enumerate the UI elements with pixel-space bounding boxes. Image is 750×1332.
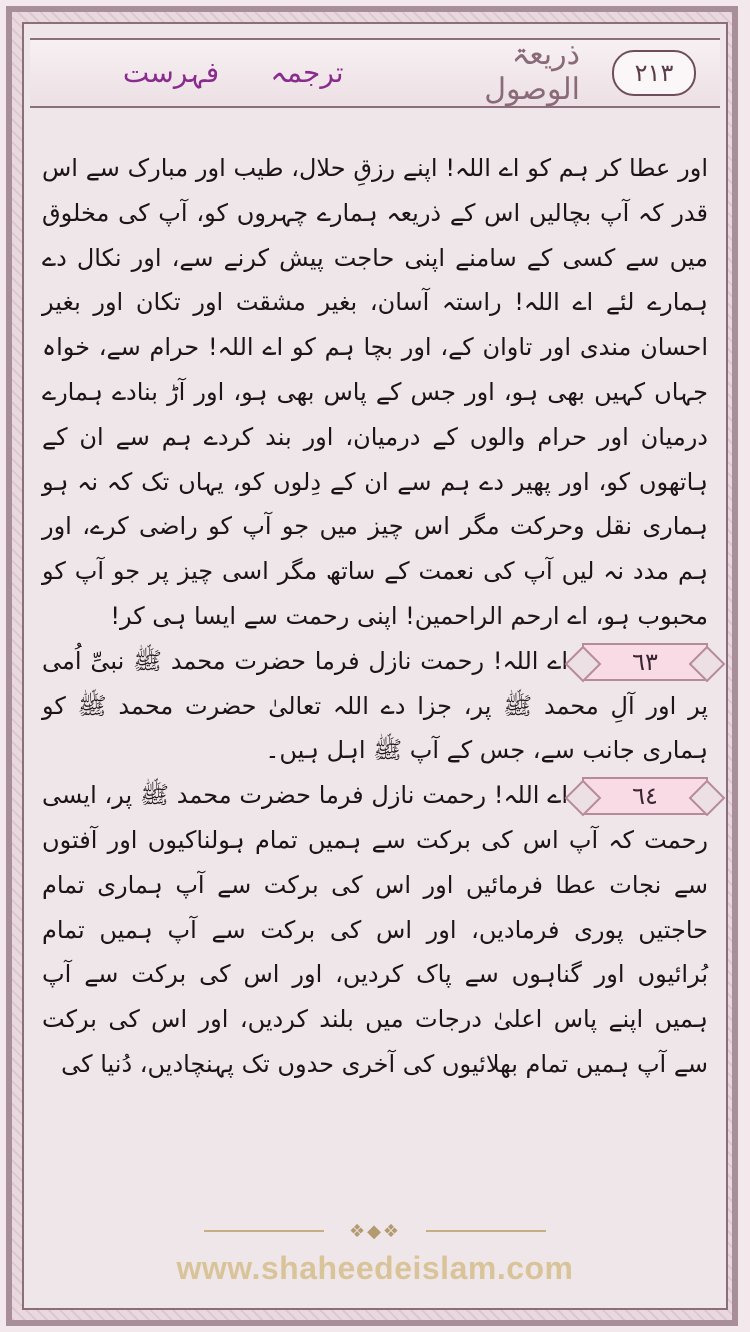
- page-number: ۲۱۳: [612, 50, 696, 96]
- page-content: [42, 146, 708, 1196]
- footer-ornament: [300, 1219, 450, 1243]
- ornament-line-left: [204, 1230, 324, 1232]
- verse-number-badge: ٦٣: [582, 643, 708, 681]
- verse-64: [42, 773, 708, 1087]
- website-url[interactable]: www.shaheedeislam.com: [176, 1249, 574, 1286]
- verse-63: [42, 639, 708, 773]
- verse-63-text: اے اللہ! رحمت نازل فرما حضرت محمد ﷺ نبیِّ اُمی پر اور آلِ محمد ﷺ پر، جزا دے اللہ تعالیٰ حضرت محمد ﷺ کو ہماری جانب سے، جس کے آپ ﷺ اہل ہیں۔: [42, 646, 708, 765]
- verse-number-badge: ٦٤: [582, 777, 708, 815]
- ornament-glyph: ❖◆❖: [348, 1220, 402, 1242]
- book-title: ذریعۃ الوصول: [484, 37, 580, 107]
- ornament-line-right: [426, 1230, 546, 1232]
- translation-link[interactable]: ترجمہ: [270, 55, 344, 89]
- verse-64-text: اے اللہ! رحمت نازل فرما حضرت محمد ﷺ پر، ایسی رحمت کہ آپ اس کی برکت سے ہمیں تمام ہولناکیوں اور آفتوں سے نجات عطا فرمائیں اور اس کی برکت سے آپ ہماری تمام حاجتیں پوری فرمادیں، اور اس کی برکت سے آپ ہمیں تمام بُرائیوں اور گناہوں سے پاک کردیں، اور اس کی برکت سے آپ ہمیں اپنے پاس اعلیٰ درجات میں بلند کردیں، اور اس کی برکت سے آپ ہمیں تمام بھلائیوں کی آخری حدوں تک پہنچادیں، دُنیا کی: [42, 781, 708, 1078]
- paragraph-1: اور عطا کر ہم کو اے اللہ! اپنے رزقِ حلال، طیب اور مبارک سے اس قدر کہ آپ بچالیں اس کے ذریعہ ہمارے چہروں کو، آپ کی مخلوق میں سے کسی کے سامنے اپنی حاجت پیش کرنے سے، اور نکال دے ہمارے لئے اے اللہ! راستہ آسان، بغیر مشقت اور تکان اور بغیر احسان مندی اور تاوان کے، اور بچا ہم کو اے اللہ! حرام سے، خواہ جہاں کہیں بھی ہو، اور جس کے پاس بھی ہو، اور آڑ بنادے ہمارے درمیان اور حرام والوں کے درمیان، اور بند کردے ہم سے ان کے ہاتھوں کو، اور پھیر دے ہم سے ان کے دِلوں کو، یہاں تک کہ نہ ہو ہماری نقل وحرکت مگر اس چیز میں جو آپ کو راضی کرے، اور ہم مدد نہ لیں آپ کی نعمت کے ساتھ مگر اسی چیز پر جو آپ کو محبوب ہو، اے ارحم الراحمین! اپنی رحمت سے ایسا ہی کر!: [42, 154, 708, 630]
- page-header: [30, 38, 720, 108]
- index-link[interactable]: فہرست: [122, 55, 220, 89]
